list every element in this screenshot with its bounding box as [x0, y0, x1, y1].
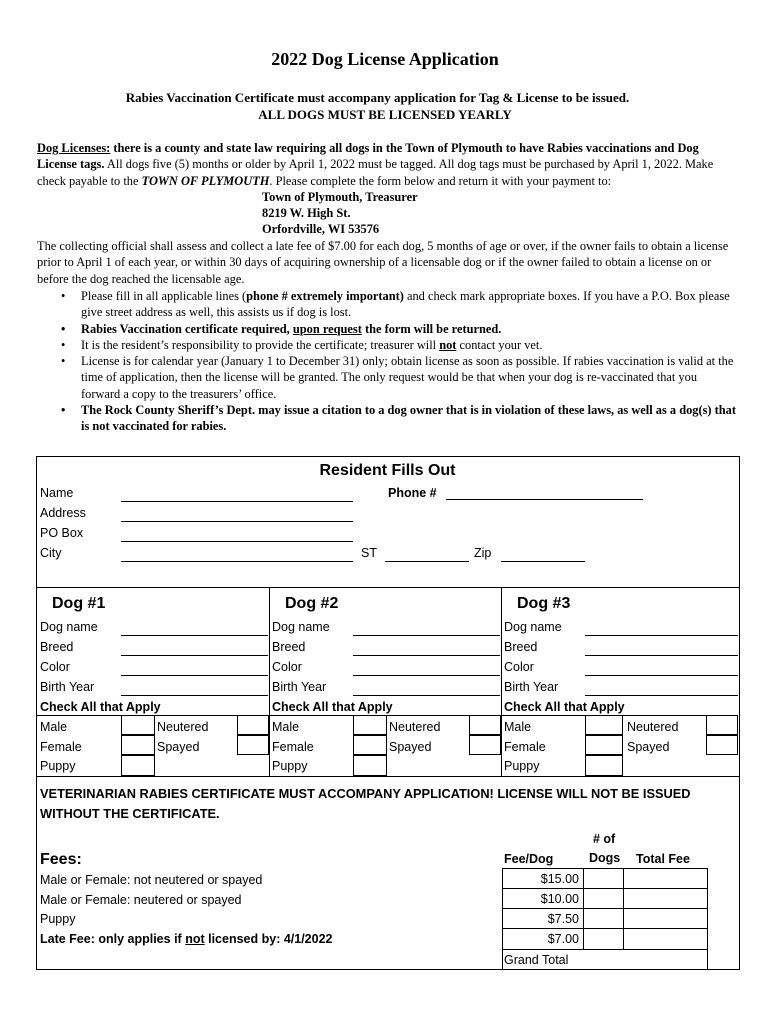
state-field[interactable] [385, 561, 469, 562]
dog-3-male-checkbox[interactable] [585, 715, 623, 735]
page-title: 2022 Dog License Application [271, 49, 499, 69]
pobox-field[interactable] [121, 541, 353, 542]
dog-3-spayed-checkbox[interactable] [706, 735, 738, 755]
late-fee-label [40, 932, 333, 947]
dog-3-check-label: Check All that Apply [504, 700, 625, 714]
phone-label: Phone # [388, 486, 437, 500]
fees-heading: Fees: [40, 851, 82, 868]
fee-amount: $7.50 [547, 912, 579, 926]
dog-1-name-field[interactable] [121, 635, 268, 636]
num-dogs-header-1: # of [593, 832, 616, 846]
dog-1-title: Dog #1 [52, 595, 106, 612]
dog-1-female-label: Female [40, 740, 82, 754]
dog-2-puppy-checkbox[interactable] [353, 755, 387, 776]
vet-notice-line-2: WITHOUT THE CERTIFICATE. [40, 806, 220, 821]
dog-column-divider [501, 587, 502, 776]
intro-paragraph [37, 140, 737, 189]
bullet-fill-lines [81, 288, 737, 321]
dog-2-neutered-checkbox[interactable] [469, 715, 501, 735]
bullet-text: Please fill in all applicable lines ( [81, 289, 247, 303]
dog-2-spayed-checkbox[interactable] [469, 735, 501, 755]
dog-1-name-label: Dog name [40, 620, 98, 634]
address-label: Address [40, 506, 86, 520]
dog-1-male-checkbox[interactable] [121, 715, 155, 735]
fee-row-label: Male or Female: not neutered or spayed [40, 873, 263, 887]
zip-field[interactable] [501, 561, 585, 562]
dog-3-breed-field[interactable] [585, 655, 738, 656]
bullet-text: contact your vet. [456, 337, 543, 352]
total-fee-input-altered[interactable] [624, 889, 707, 908]
address-line-3: Orfordville, WI 53576 [262, 222, 380, 236]
dog-2-spayed-label: Spayed [389, 740, 432, 754]
dog-1-puppy-checkbox[interactable] [121, 755, 155, 776]
dog-3-male-label: Male [504, 720, 532, 734]
grand-total-input[interactable] [624, 950, 707, 969]
bullet-text: and check mark appropriate boxes. If you have a P.O. Box please give street address as well, this assists us if dog is lost. [81, 289, 730, 320]
dog-2-puppy-label: Puppy [272, 759, 308, 773]
dog-1-neutered-checkbox[interactable] [237, 715, 269, 735]
address-line-2: 8219 W. High St. [262, 206, 351, 220]
dog-3-breed-label: Breed [504, 640, 538, 654]
city-label: City [40, 546, 62, 560]
dog-2-name-field[interactable] [353, 635, 500, 636]
fee-amount: $15.00 [540, 872, 579, 886]
bullet-sheriff-citation: • The Rock County Sheriff’s Dept. may issue a citation to a dog owner that is in violation of these laws, as well as a dog(s) that is not vaccinated for rabies. [81, 402, 737, 435]
fee-row-label: Male or Female: neutered or spayed [40, 893, 242, 907]
dog-1-color-field[interactable] [121, 675, 268, 676]
subtitle-rabies: Rabies Vaccination Certificate must accompany application for Tag & License to be issued. [125, 90, 630, 105]
dog-1-check-label: Check All that Apply [40, 700, 161, 714]
vet-notice-line-1: VETERINARIAN RABIES CERTIFICATE MUST ACCOMPANY APPLICATION! LICENSE WILL NOT BE ISSUED [40, 786, 691, 801]
dog-3-name-field[interactable] [585, 635, 738, 636]
bullet-text: Rabies Vaccination certificate required, [81, 321, 293, 336]
dog-1-breed-field[interactable] [121, 655, 268, 656]
total-fee-input-late[interactable] [624, 929, 707, 949]
dog-2-female-label: Female [272, 740, 314, 754]
dog-1-birth-field[interactable] [121, 695, 268, 696]
total-fee-input-puppy[interactable] [624, 909, 707, 928]
total-fee-input-unaltered[interactable] [624, 869, 707, 888]
dog-3-birth-field[interactable] [585, 695, 738, 696]
bullet-text-bold: phone # extremely important) [246, 289, 404, 303]
bullet-calendar-year: • License is for calendar year (January 1 to December 31) only; obtain license as soon as possible. If rabies vaccination is valid at the time of application, then the license will be granted. The only request would be that when your dog is re-vaccinated that you forward a copy to the treasurers’ office. [81, 353, 737, 402]
dog-2-breed-label: Breed [272, 640, 306, 654]
late-fee-label-part: by: 4/1/2022 [261, 932, 333, 946]
num-dogs-input-unaltered[interactable] [584, 869, 622, 888]
address-line-1: Town of Plymouth, Treasurer [262, 190, 418, 204]
dog-3-color-label: Color [504, 660, 534, 674]
dog-2-female-checkbox[interactable] [353, 735, 387, 755]
bullet-text-underline: upon request [292, 321, 362, 336]
bullet-text-underline: not [439, 337, 457, 352]
bullet-resident-responsibility [81, 337, 737, 353]
dog-2-name-label: Dog name [272, 620, 330, 634]
num-dogs-header-2: Dogs [589, 851, 621, 865]
dog-2-title: Dog #2 [285, 595, 339, 612]
address-field[interactable] [121, 521, 353, 522]
dog-3-birth-label: Birth Year [504, 680, 559, 694]
bullet-text: the form will be returned. [361, 321, 502, 336]
dog-2-male-checkbox[interactable] [353, 715, 387, 735]
dog-1-neutered-label: Neutered [157, 720, 209, 734]
dog-3-female-label: Female [504, 740, 546, 754]
dog-3-puppy-label: Puppy [504, 759, 540, 773]
dog-1-breed-label: Breed [40, 640, 74, 654]
section-divider [37, 587, 739, 588]
name-label: Name [40, 486, 74, 500]
dog-2-color-label: Color [272, 660, 302, 674]
late-fee-amount: $7.00 [547, 932, 579, 946]
subtitle-licensed: ALL DOGS MUST BE LICENSED YEARLY [258, 107, 512, 122]
intro-town: TOWN OF PLYMOUTH [141, 173, 270, 188]
state-label: ST [361, 546, 377, 560]
dog-3-name-label: Dog name [504, 620, 562, 634]
intro-part2: All dogs five (5) months or older by April 1, 2022 must be tagged. All dog tags must be purchased by April 1, 2022. Make check payable to the [37, 157, 714, 188]
intro-part3: . Please complete the form below and return it with your payment to: [269, 173, 612, 188]
num-dogs-input-puppy[interactable] [584, 909, 622, 928]
late-fee-label-part: licensed [204, 932, 262, 946]
dog-column-divider [269, 587, 270, 776]
zip-label: Zip [474, 546, 492, 560]
application-form [36, 456, 740, 970]
late-fee-label-part: Late Fee: only applies if [40, 932, 186, 946]
dog-3-spayed-label: Spayed [627, 740, 670, 754]
grand-total-label: Grand Total [504, 953, 569, 967]
bullet-text: It is the resident’s responsibility to provide the certificate; treasurer will [81, 337, 440, 352]
resident-heading: Resident Fills Out [319, 462, 456, 479]
dog-3-neutered-checkbox[interactable] [706, 715, 738, 735]
dog-1-birth-label: Birth Year [40, 680, 95, 694]
fee-amount: $10.00 [540, 892, 579, 906]
dog-1-color-label: Color [40, 660, 70, 674]
instruction-list [37, 288, 737, 435]
intro-lead: Dog Licenses: [37, 141, 111, 155]
dog-2-breed-field[interactable] [353, 655, 500, 656]
dog-2-check-label: Check All that Apply [272, 700, 393, 714]
dog-3-title: Dog #3 [517, 595, 571, 612]
late-fee-label-underline: not [185, 932, 205, 946]
dog-1-female-checkbox[interactable] [121, 735, 155, 755]
dog-2-male-label: Male [272, 720, 300, 734]
dog-1-puppy-label: Puppy [40, 759, 76, 773]
bullet-certificate-required [81, 321, 737, 337]
dog-2-neutered-label: Neutered [389, 720, 441, 734]
late-fee-paragraph: The collecting official shall assess and collect a late fee of $7.00 for each dog, 5 months of age or over, if the owner fails to obtain a license prior to April 1 of each year, or within 30 days of acquiring ownership of a licensable dog or if the owner failed to obtain a license on or before the dog reached the licensable age. [37, 239, 729, 286]
dog-1-male-label: Male [40, 720, 68, 734]
intro-part1: there is a county and state law requiring all dogs in the Town of Plymouth to have Rabies vaccinations and Dog License tags. [37, 141, 699, 172]
fee-per-dog-header: Fee/Dog [504, 852, 554, 866]
total-fee-header: Total Fee [636, 852, 690, 866]
pobox-label: PO Box [40, 526, 84, 540]
fee-row-label: Puppy [40, 912, 76, 926]
dog-3-puppy-checkbox[interactable] [585, 755, 623, 776]
dog-2-color-field[interactable] [353, 675, 500, 676]
dog-1-spayed-checkbox[interactable] [237, 735, 269, 755]
dog-1-spayed-label: Spayed [157, 740, 200, 754]
dog-3-color-field[interactable] [585, 675, 738, 676]
city-field[interactable] [121, 561, 353, 562]
phone-field[interactable] [446, 499, 643, 500]
dog-2-birth-field[interactable] [353, 695, 500, 696]
num-dogs-input-late[interactable] [584, 929, 622, 949]
dog-3-neutered-label: Neutered [627, 720, 679, 734]
dog-2-birth-label: Birth Year [272, 680, 327, 694]
section-divider [37, 776, 739, 777]
num-dogs-input-altered[interactable] [584, 889, 622, 908]
name-field[interactable] [121, 501, 353, 502]
dog-3-female-checkbox[interactable] [585, 735, 623, 755]
